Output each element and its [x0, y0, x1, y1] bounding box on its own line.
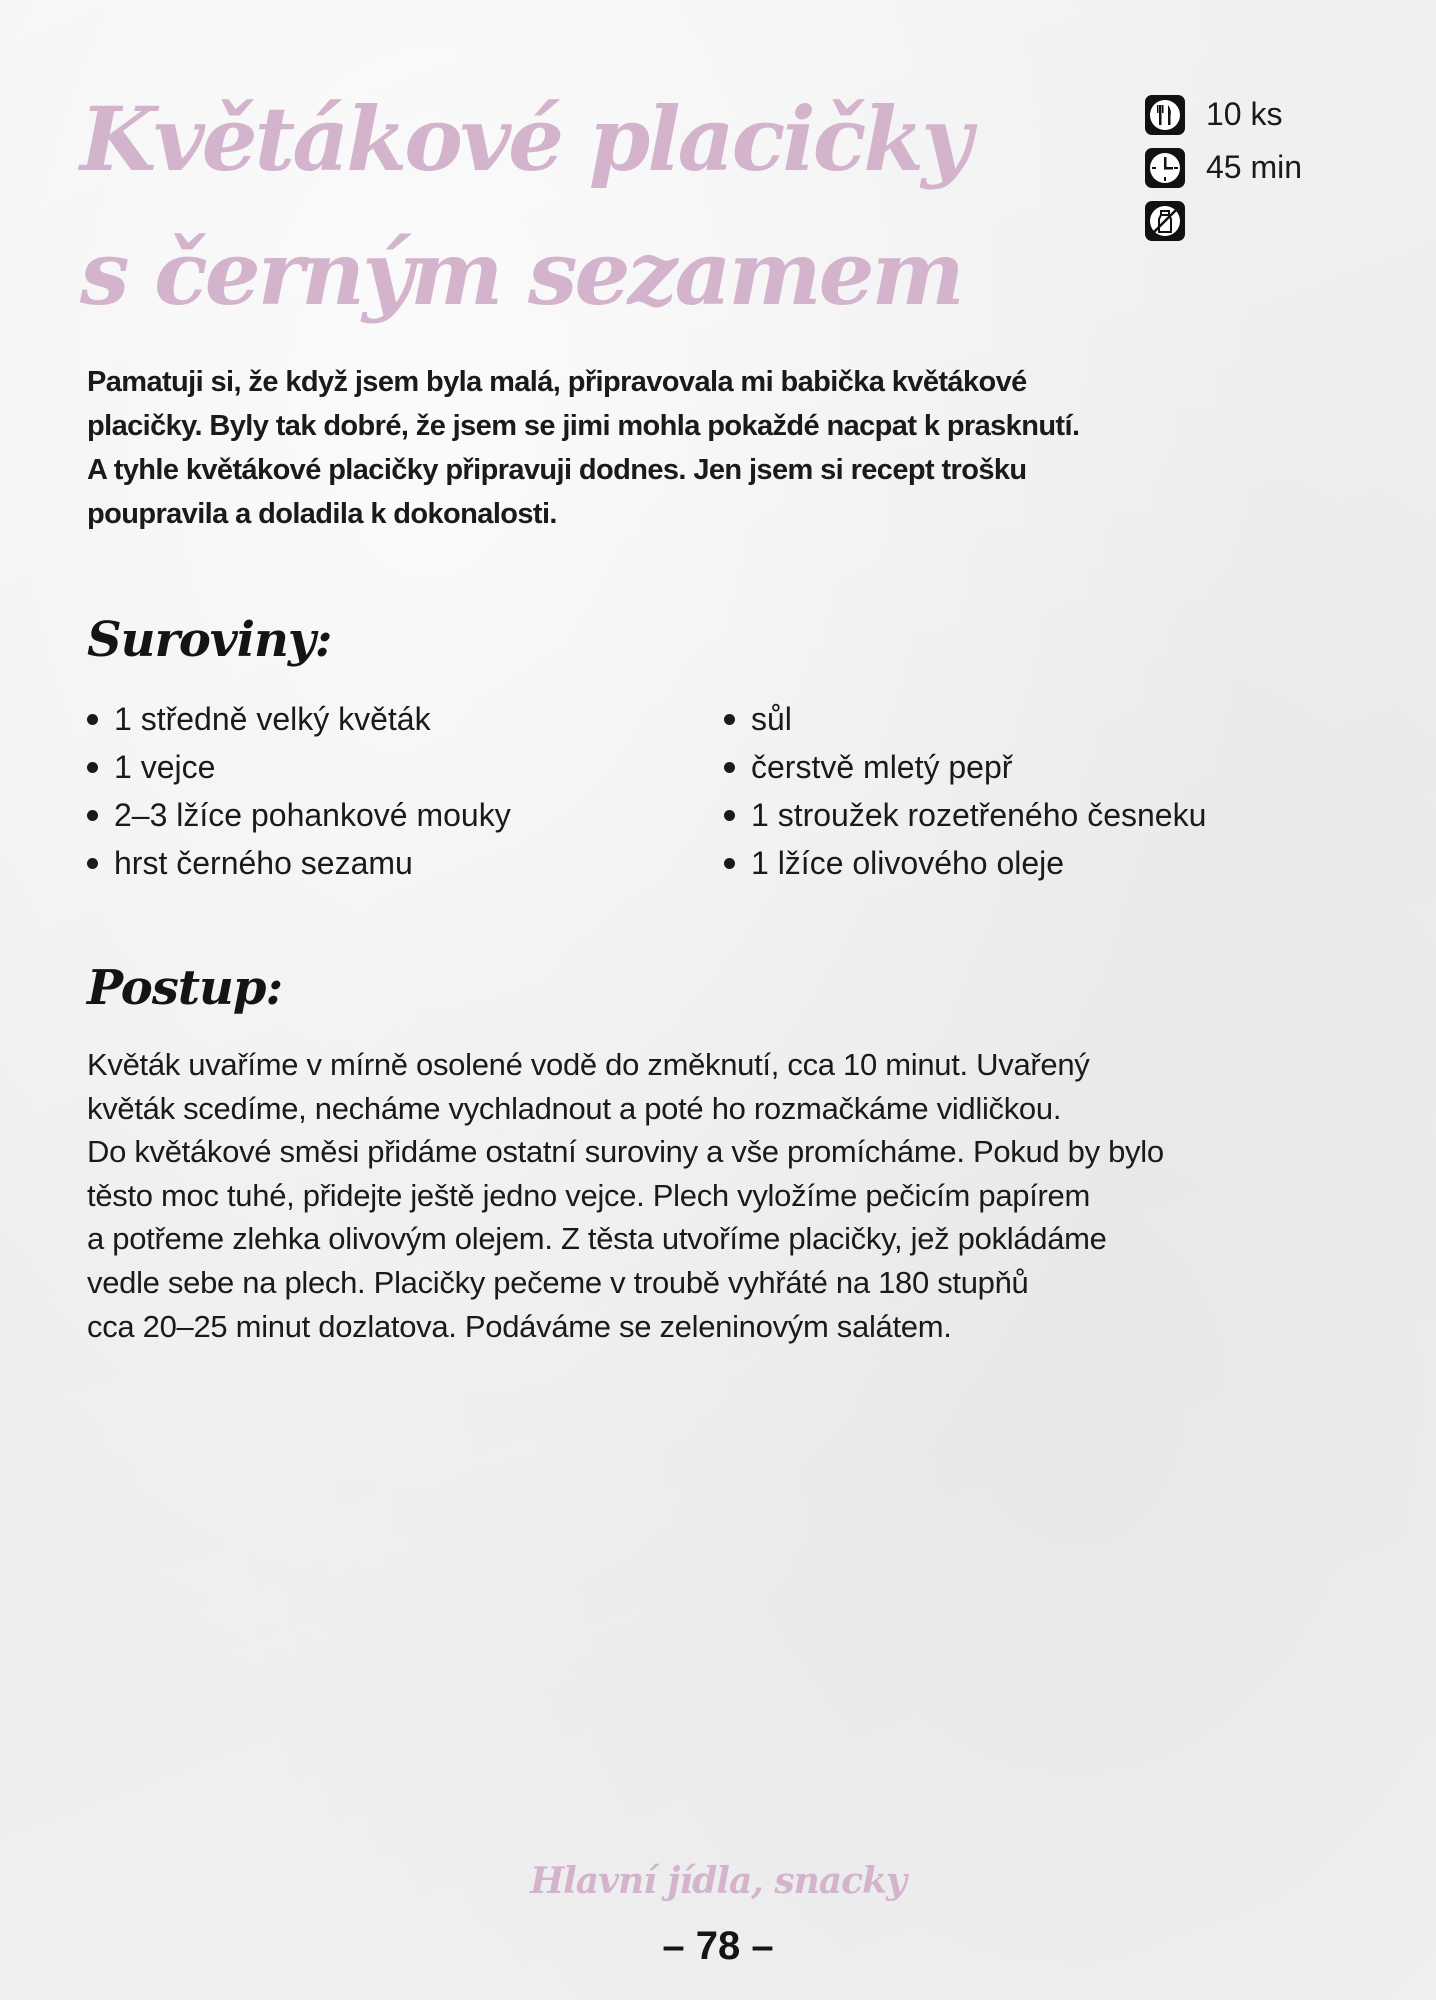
- intro-line: poupravila a doladila k dokonalosti.: [87, 498, 557, 530]
- title-line: Květákové placičky: [80, 87, 970, 191]
- footer-category: Hlavní jídla, snacky: [530, 1860, 906, 1902]
- ingredient-text: 1 vejce: [114, 749, 216, 785]
- ingredient-text: čerstvě mletý pepř: [751, 749, 1013, 785]
- no-milk-icon: [1145, 201, 1185, 241]
- intro-line: A tyhle květákové placičky připravuji dodnes. Jen jsem si recept trošku: [87, 454, 1027, 486]
- ingredient-text: 1 stroužek rozetřeného česneku: [751, 797, 1207, 833]
- ingredients-list-right: [724, 695, 1206, 887]
- ingredients-heading: Suroviny:: [87, 612, 332, 668]
- time-row: [1145, 141, 1302, 194]
- bullet-icon: [87, 762, 98, 773]
- ingredient-item: [87, 839, 511, 887]
- method-line: vedle sebe na plech. Placičky pečeme v troubě vyhřáté na 180 stupňů: [87, 1264, 1029, 1300]
- method-heading: Postup:: [87, 960, 283, 1016]
- intro-line: placičky. Byly tak dobré, že jsem se jimi mohla pokaždé nacpat k prasknutí.: [87, 410, 1080, 442]
- bullet-icon: [87, 714, 98, 725]
- bullet-icon: [724, 810, 735, 821]
- cutlery-icon: [1145, 95, 1185, 135]
- method-line: Do květákové směsi přidáme ostatní suroviny a vše promícháme. Pokud by bylo: [87, 1134, 1164, 1170]
- bullet-icon: [724, 858, 735, 869]
- clock-icon: [1145, 148, 1185, 188]
- servings-row: [1145, 88, 1302, 141]
- ingredient-item: [724, 839, 1206, 887]
- bullet-icon: [724, 714, 735, 725]
- bullet-icon: [724, 762, 735, 773]
- servings-text: 10 ks: [1206, 96, 1283, 132]
- ingredient-text: 2–3 lžíce pohankové mouky: [114, 797, 511, 833]
- time-text: 45 min: [1206, 149, 1303, 185]
- ingredient-text: hrst černého sezamu: [114, 845, 413, 881]
- dairy-free-row: [1145, 194, 1302, 247]
- ingredient-item: [724, 791, 1206, 839]
- recipe-title: [80, 72, 969, 340]
- method-line: a potřeme zlehka olivovým olejem. Z těsta utvoříme placičky, jež pokládáme: [87, 1221, 1107, 1257]
- ingredients-list-left: [87, 695, 511, 887]
- ingredient-item: [87, 791, 511, 839]
- ingredient-text: 1 středně velký květák: [114, 701, 431, 737]
- ingredient-item: [87, 695, 511, 743]
- ingredient-item: [87, 743, 511, 791]
- method-line: těsto moc tuhé, přidejte ještě jedno vejce. Plech vyložíme pečicím papírem: [87, 1177, 1091, 1213]
- ingredient-text: sůl: [751, 701, 792, 737]
- recipe-meta: [1145, 88, 1302, 247]
- page-number: – 78 –: [662, 1924, 774, 1968]
- bullet-icon: [87, 858, 98, 869]
- intro-paragraph: [87, 360, 1347, 536]
- intro-line: Pamatuji si, že když jsem byla malá, připravovala mi babička květákové: [87, 366, 1027, 398]
- ingredient-item: [724, 695, 1206, 743]
- method-line: Květák uvaříme v mírně osolené vodě do změknutí, cca 10 minut. Uvařený: [87, 1047, 1090, 1082]
- method-line: květák scedíme, necháme vychladnout a poté ho rozmačkáme vidličkou.: [87, 1090, 1062, 1126]
- ingredient-item: [724, 743, 1206, 791]
- bullet-icon: [87, 810, 98, 821]
- title-line: s černým sezamem: [80, 221, 962, 325]
- method-paragraph: [87, 1043, 1164, 1348]
- method-line: cca 20–25 minut dozlatova. Podáváme se zeleninovým salátem.: [87, 1308, 952, 1344]
- ingredient-text: 1 lžíce olivového oleje: [751, 845, 1065, 881]
